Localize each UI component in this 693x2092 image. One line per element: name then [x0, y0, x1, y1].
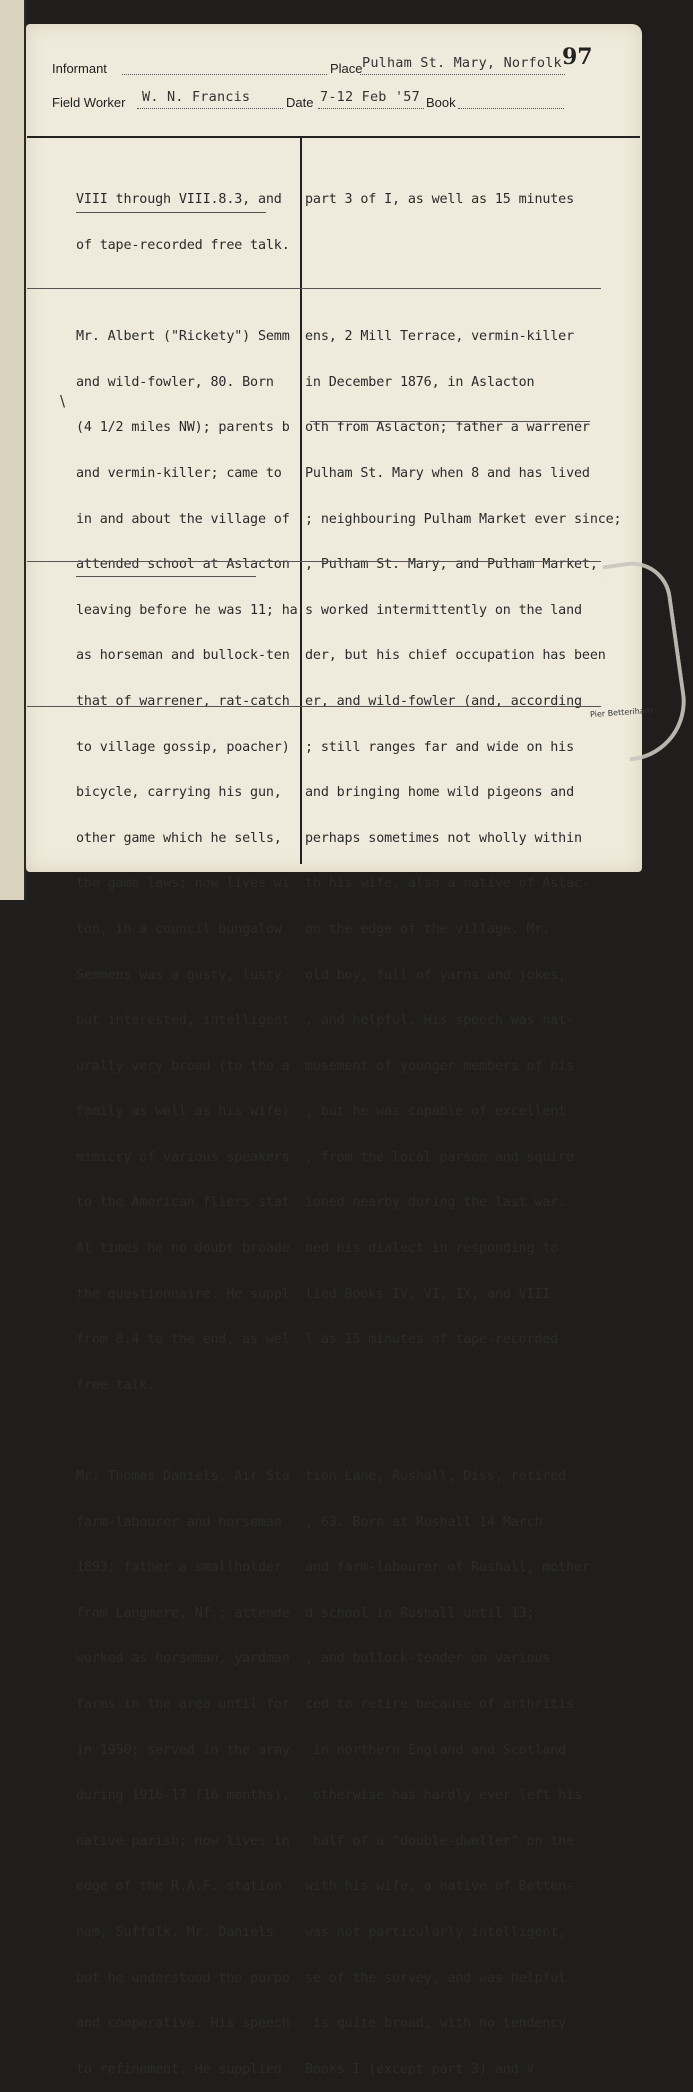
right-line: , and helpful. His speech was nat- — [305, 1013, 575, 1029]
right-line: l as 15 minutes of tape-recorded — [305, 1332, 559, 1348]
right-line — [305, 284, 621, 299]
place-line — [360, 74, 565, 75]
left-line: family as well as his wife) — [76, 1104, 290, 1120]
date-line — [318, 108, 424, 109]
left-line: Semmens was a gusty, lusty — [76, 967, 282, 983]
right-line: ; still ranges far and wide on his — [305, 739, 575, 755]
left-line: mimicry of various speakers — [76, 1149, 290, 1165]
right-line: oth from Aslacton; father a warrener — [305, 420, 590, 436]
page-number: 97 — [562, 44, 593, 70]
left-line: attended school at Aslacton — [76, 557, 290, 573]
left-line: during 1916-17 (16 months), — [76, 1788, 290, 1804]
book-line — [458, 108, 564, 109]
ruled-line — [27, 706, 601, 707]
right-line: ens, 2 Mill Terrace, vermin-killer — [305, 329, 575, 345]
left-line: native parish; now lives in — [76, 1833, 290, 1849]
ruled-line — [27, 288, 601, 289]
left-line: other game which he sells, — [76, 830, 282, 846]
left-line: from 8.4 to the end, as wel — [76, 1332, 290, 1348]
left-line: the questionnaire. He suppl — [76, 1286, 290, 1302]
field-worker-line — [137, 108, 283, 109]
left-line: from Langmere, Nf.; attende — [76, 1605, 290, 1621]
left-line: urally very broad (to the a — [76, 1058, 290, 1074]
right-line: ioned nearby during the last war. — [305, 1195, 567, 1211]
left-line: of tape-recorded free talk. — [76, 238, 290, 253]
right-line: part 3 of I, as well as 15 minutes — [305, 192, 575, 208]
right-line: lied Books IV, VI, IX, and VIII — [305, 1286, 551, 1302]
right-line: Pulham St. Mary when 8 and has lived — [305, 465, 590, 481]
left-line: the game laws; now lives wi — [76, 876, 290, 892]
left-line: 1893; father a smallholder — [76, 1560, 282, 1576]
left-line: leaving before he was 11; ha — [76, 602, 298, 618]
right-line: tion Lane, Rushall, Diss, retired — [305, 1469, 567, 1485]
left-line: free talk. — [76, 1377, 156, 1393]
left-line: Mr. Thomas Daniels, Air Sta — [76, 1469, 290, 1485]
right-line: old boy, full of yarns and jokes, — [305, 967, 567, 983]
right-line: ced to retire because of arthritis — [305, 1697, 575, 1712]
field-worker-value: W. N. Francis — [142, 89, 251, 105]
informant-label: Informant — [52, 61, 107, 76]
left-line: to refinement. He supplied — [76, 2061, 282, 2077]
right-line: ; neighbouring Pulham Market ever since; — [305, 511, 622, 527]
right-line: er, and wild-fowler (and, according — [305, 693, 582, 709]
underline — [310, 421, 590, 422]
right-line — [305, 1423, 621, 1438]
left-line: edge of the R.A.F. station — [76, 1879, 282, 1895]
right-line: , and bullock-tender on various — [305, 1651, 551, 1667]
right-line: and farm-labourer of Rushall, mother — [305, 1560, 590, 1576]
left-line: to the American fliers stat — [76, 1195, 290, 1211]
left-line: VIII through VIII.8.3, and — [76, 192, 282, 208]
right-line: Books I (except part 3) and V. — [305, 2061, 543, 2077]
right-line: otherwise has hardly ever left his — [305, 1788, 582, 1804]
left-column-text — [76, 162, 298, 2092]
header-rule — [27, 136, 640, 138]
left-line: farm-labourer and horseman — [76, 1514, 282, 1530]
left-line: bicycle, carrying his gun, — [76, 785, 282, 801]
field-worker-label: Field Worker — [52, 95, 126, 110]
right-line: with his wife, a native of Betten- — [305, 1879, 575, 1895]
date-value: 7-12 Feb '57 — [320, 89, 420, 105]
right-line: half of a "double-dweller" on the — [305, 1833, 575, 1849]
column-divider — [300, 136, 302, 864]
left-line: to village gossip, poacher) — [76, 739, 290, 755]
left-line — [76, 284, 298, 299]
right-line: and bringing home wild pigeons and — [305, 785, 575, 801]
right-line: was not particularly intelligent, — [305, 1924, 567, 1940]
left-line — [76, 1423, 298, 1438]
left-line: as horseman and bullock-ten — [76, 648, 290, 664]
left-line: worked as horseman, yardman — [76, 1651, 290, 1667]
right-line: is quite broad, with no tendency — [305, 2016, 567, 2032]
left-line: (4 1/2 miles NW); parents b — [76, 420, 290, 436]
margin-note: Pier Betteriham — [589, 705, 653, 720]
left-line: that of warrener, rat-catch — [76, 693, 290, 709]
margin-tick: \ — [60, 392, 66, 410]
name-underline — [76, 576, 256, 577]
right-line: on the edge of the village. Mr. — [305, 921, 551, 937]
left-line: and cooperative. His speech — [76, 2016, 290, 2032]
left-line: Mr. Albert ("Rickety") Semm — [76, 329, 290, 345]
right-line: se of the survey, and was helpful — [305, 1970, 567, 1986]
left-line: At times he no doubt broade — [76, 1241, 290, 1257]
left-line: in 1950; served in the army — [76, 1742, 290, 1758]
right-line: musement of younger members of his — [305, 1058, 575, 1074]
right-line: s worked intermittently on the land — [305, 602, 582, 618]
name-underline — [76, 212, 266, 213]
right-line: in December 1876, in Aslacton — [305, 374, 535, 390]
ruled-line — [27, 561, 601, 562]
left-line: in and about the village of — [76, 511, 290, 527]
right-line: , from the local parson and squire — [305, 1149, 575, 1165]
previous-page-edge — [0, 0, 26, 900]
right-line: perhaps sometimes not wholly within — [305, 830, 582, 846]
left-line: and wild-fowler, 80. Born — [76, 374, 274, 390]
left-line: but he understood the purpo — [76, 1970, 290, 1986]
right-line: , 63. Born at Rushall 14 March — [305, 1514, 543, 1530]
right-line: in northern England and Scotland — [305, 1742, 567, 1758]
right-line — [305, 238, 621, 253]
right-line: d school in Rushall until 13; — [305, 1605, 535, 1621]
right-line — [305, 1378, 621, 1393]
right-line: ned his dialect in responding to — [305, 1241, 559, 1257]
right-line: der, but his chief occupation has been — [305, 648, 606, 664]
book-label: Book — [426, 95, 456, 110]
right-line: , Pulham St. Mary, and Pulham Market, — [305, 557, 598, 573]
left-line: ton, in a council bungalow — [76, 921, 282, 937]
right-column-text — [305, 162, 621, 2092]
right-line: th his wife, also a native of Aslac- — [305, 876, 590, 892]
left-line: and vermin-killer; came to — [76, 465, 282, 481]
date-label: Date — [286, 95, 314, 110]
left-line: farms in the area until for — [76, 1697, 290, 1712]
left-line: ham, Suffolk. Mr. Daniels — [76, 1924, 274, 1940]
informant-line — [122, 74, 327, 75]
place-value: Pulham St. Mary, Norfolk — [362, 55, 562, 71]
place-label: Place — [330, 61, 363, 76]
right-line: , but he was capable of excellent — [305, 1104, 567, 1120]
left-line: but interested, intelligent — [76, 1013, 290, 1029]
